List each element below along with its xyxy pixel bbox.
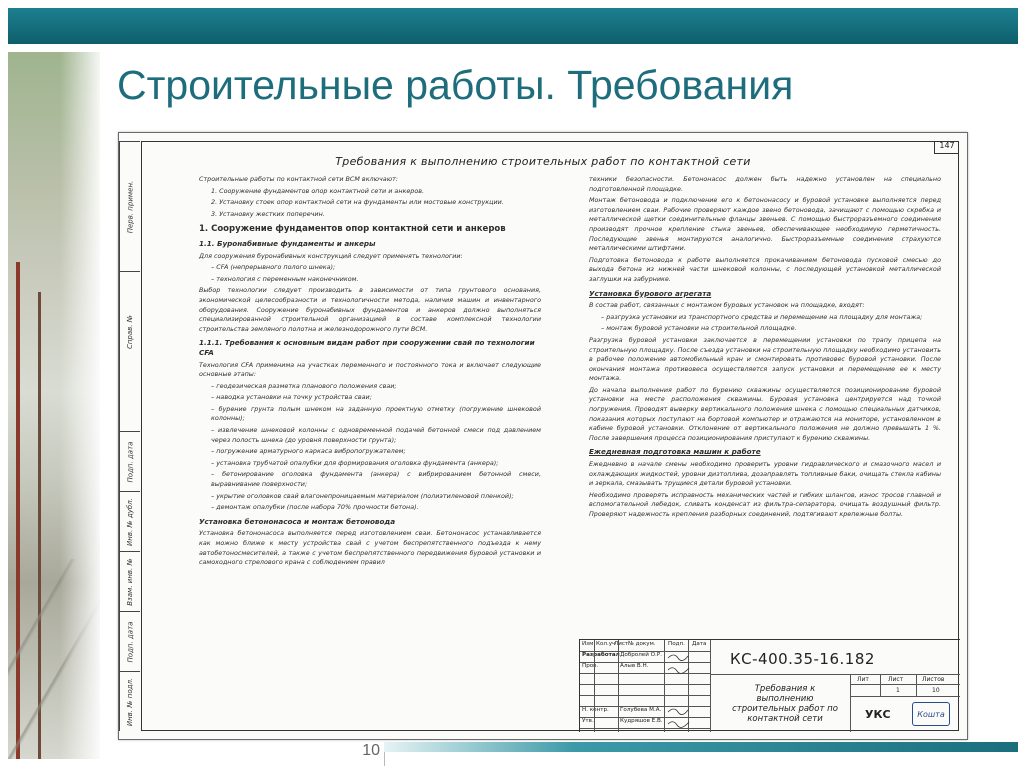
- left-column: [199, 175, 541, 570]
- paragraph: Строительные работы по контактной сети ВСМ включают:: [199, 175, 398, 183]
- sheet-label: Лист: [888, 676, 904, 683]
- paragraph: Выбор технологии следует производить в зависимости от типа грунтового основания, экономической целесообразности и технологичности метода, наличия машин и инвентарного оборудования. Сооружение буронабивных фундаментов и анкеров должно выполняться специализированной строительной организацией в составе комплексной технологии строительства земляного полотна и железнодорожного пути ВСМ.: [199, 286, 541, 333]
- subsection-heading: Установка бурового агрегата: [589, 288, 712, 298]
- document-scan: [118, 132, 968, 740]
- list-item: – бурение грунта полым шнеком на заданную проектную отметку (погружение шнековой колонны);: [211, 404, 541, 423]
- sheets-value: 10: [932, 687, 940, 694]
- sheets-label: Листов: [922, 676, 945, 683]
- header-band: [8, 8, 1018, 44]
- list-item: – разгрузка установки из транспортного средства и перемещение на площадку для монтажа;: [601, 312, 923, 321]
- company-logo-text: Кошта: [917, 709, 945, 719]
- sheet-value: 1: [896, 687, 900, 694]
- list-item: – извлечение шнековой колонны с одновременной подачей бетонной смеси под давлением через полость шнека (до уровня поверхности грунта);: [211, 426, 541, 444]
- side-label: Инв. № подл.: [120, 671, 140, 732]
- paragraph: Технология CFA применима на участках переменного и постоянного тока и включает следующие основные этапы:: [199, 360, 541, 379]
- subsection-heading: 1.1.1. Требования к основным видам работ при сооружении свай по технологии CFA: [199, 338, 535, 357]
- list-item: – установка трубчатой опалубки для формирования оголовка фундамента (анкера);: [211, 458, 499, 467]
- railway-photo: [8, 52, 100, 759]
- role-cell: Утв.: [582, 718, 594, 724]
- side-label: Инв. № дубл.: [120, 491, 140, 552]
- grid-line: [594, 640, 595, 732]
- side-label: Подп. дата: [120, 431, 140, 492]
- grid-line: [850, 674, 851, 732]
- paragraph: Ежедневно в начале смены необходимо проверить уровни гидравлического и смазочного масел и охлаждающих жидкостей, уровни дизтоплива, дозаправлять топливные баки, очищать стекла кабины и зеркала, смазывать трущиеся детали буровой установки.: [589, 460, 941, 488]
- name-cell: Голубева М.А.: [620, 707, 662, 713]
- right-column: [589, 175, 941, 522]
- photo-fade: [60, 52, 100, 759]
- header-cell: Лист: [614, 641, 629, 647]
- document-code: КС-400.35-16.182: [730, 650, 875, 668]
- grid-line: [618, 640, 619, 732]
- list-item: – монтаж буровой установки на строительной площадке.: [601, 324, 797, 333]
- paragraph: Монтаж бетоновода и подключение его к бетононасосу и буровой установке выполняется перед изготовлением сваи. Рабочие проверяют каждое звено бетоновода, зачищают с помощью скребка и металлической щетки соединительные фланцы звеньев. С помощью быстроразъемного соединения производят прочное крепление стыка звеньев, обеспечивающее необходимую герметичность. Последующие звенья монтируются аналогично. Быстроразъемные соединения страхуются металлическими штифтами.: [589, 196, 941, 253]
- page-number: 10: [362, 742, 380, 759]
- side-label: Подп. дата: [120, 611, 140, 672]
- grid-line: [880, 674, 881, 696]
- list-item: – CFA (непрерывного полого шнека);: [211, 263, 336, 272]
- paragraph: Подготовка бетоновода к работе выполняется прокачиванием бетоновода пусковой смесью до выхода бетона из нижней части шнековой колонны, с последующей установкой металлической заглушки на забурнике.: [589, 255, 941, 283]
- side-stamp-column: [119, 141, 142, 731]
- grid-line: [664, 640, 665, 732]
- header-cell: № докум.: [628, 641, 656, 647]
- organization: УКС: [865, 708, 891, 721]
- paragraph: До начала выполнения работ по бурению скважины осуществляется позиционирование буровой установки на месте расположения скважины. Буровая установка центрируется над точкой погружения. Проводят выверку вертикального положения шнека с помощью специальных датчиков, показания которых поступают на бортовой компьютер и отражаются на мониторе, установленном в кабине буровой установки. Отклонение от вертикального положения не должно превышать 1 %. После завершения процесса позиционирования приступают к бурению скважины.: [589, 385, 941, 442]
- grid-line: [850, 696, 960, 697]
- paragraph: техники безопасности. Бетононасос должен быть надежно установлен на специально подготовленной площадке.: [589, 175, 941, 193]
- name-cell: Алыв В.Н.: [620, 663, 649, 669]
- list-item: 1. Сооружение фундаментов опор контактной сети и анкеров.: [211, 186, 425, 195]
- list-item: 2. Установку стоек опор контактной сети на фундаменты или мостовые конструкции.: [211, 198, 504, 207]
- list-item: – наводка установки на точку устройства сваи;: [211, 393, 372, 402]
- grid-line: [710, 640, 711, 732]
- header-cell: Подп.: [668, 641, 685, 647]
- list-item: – погружение арматурного каркаса вибропогружателем;: [211, 447, 406, 456]
- header-cell: Кол.уч: [596, 641, 616, 647]
- list-item: – демонтаж опалубки (после набора 70% прочности бетона).: [211, 503, 419, 512]
- section-heading: 1. Сооружение фундаментов опор контактной сети и анкеров: [199, 224, 506, 235]
- paragraph: В состав работ, связанных с монтажом буровых установок на площадке, входят:: [589, 301, 865, 310]
- subsection-heading: Ежедневная подготовка машин к работе: [589, 447, 761, 457]
- signature-marks: [666, 650, 708, 730]
- title-block-title: Требования к выполнению строительных работ по контактной сети: [732, 684, 838, 724]
- name-cell: Добролей О.Р.: [620, 652, 662, 658]
- role-cell: Н. контр.: [582, 707, 609, 713]
- stage-label: Лит: [857, 676, 869, 683]
- sheet-number: 147: [934, 141, 959, 154]
- company-logo: [912, 702, 950, 726]
- side-label: Взам. инв. №: [120, 551, 140, 612]
- grid-line: [710, 674, 960, 675]
- list-item: – технология с переменным наконечником.: [211, 274, 359, 283]
- subsection-heading: 1.1. Буронабивные фундаменты и анкеры: [199, 238, 376, 248]
- paragraph: Необходимо проверять исправность механических частей и гибких шлангов, износ тросов главной и вспомогательной лебедок, сливать конденсат из фильтра-сепаратора, очищать воздушный фильтр. Проверяют надежность крепления разборных соединений, подтягивают крепежные болты.: [589, 490, 941, 518]
- slide-title: Строительные работы. Требования: [117, 62, 794, 108]
- subsection-heading: Установка бетононасоса и монтаж бетоновода: [199, 516, 396, 526]
- grid-line: [916, 674, 917, 696]
- document-heading: Требования к выполнению строительных работ по контактной сети: [335, 155, 751, 168]
- list-item: 3. Установку жестких поперечин.: [211, 209, 325, 218]
- header-cell: Дата: [692, 641, 707, 647]
- role-cell: Пров.: [582, 663, 599, 669]
- footer-band: [384, 742, 1018, 752]
- grid-line: [850, 684, 960, 685]
- role-cell: Разработал: [582, 652, 620, 658]
- list-item: – укрытие оголовков свай влагонепроницаемым материалом (полиэтиленовой пленкой);: [211, 491, 514, 500]
- signature-grid: [580, 640, 710, 732]
- side-label: Справ. №: [120, 271, 140, 392]
- paragraph: Для сооружения буронабивных конструкций следует применять технологии:: [199, 251, 463, 260]
- header-cell: Изм: [582, 641, 594, 647]
- name-cell: Кудряшов Е.В.: [620, 718, 663, 724]
- paragraph: Разгрузка буровой установки заключается в перемещении установки по трапу прицепа на строительную площадку. После съезда установки на строительную площадку необходимо установить в рабочее положение автомобильный кран и смонтировать противовес буровой установки. После окончания монтажа противовеса осуществляется запуск установки и перемещение ее к месту монтажа.: [589, 335, 941, 383]
- title-block: [579, 639, 960, 732]
- list-item: – геодезическая разметка планового положения сваи;: [211, 381, 397, 390]
- list-item: – бетонирование оголовка фундамента (анкера) с вибрированием бетонной смеси, выравнивание поверхности;: [211, 470, 541, 489]
- side-label: Перв. примен.: [120, 141, 140, 272]
- paragraph: Установка бетононасоса выполняется перед изготовлением сваи. Бетононасос устанавливается как можно ближе к месту устройства свай с учетом беспрепятственного подъезда к нему автобетоносмесителей, а также с учетом беспрепятственного передвижения буровой установки и самоходного стрелового крана с соблюдением правил: [199, 529, 541, 567]
